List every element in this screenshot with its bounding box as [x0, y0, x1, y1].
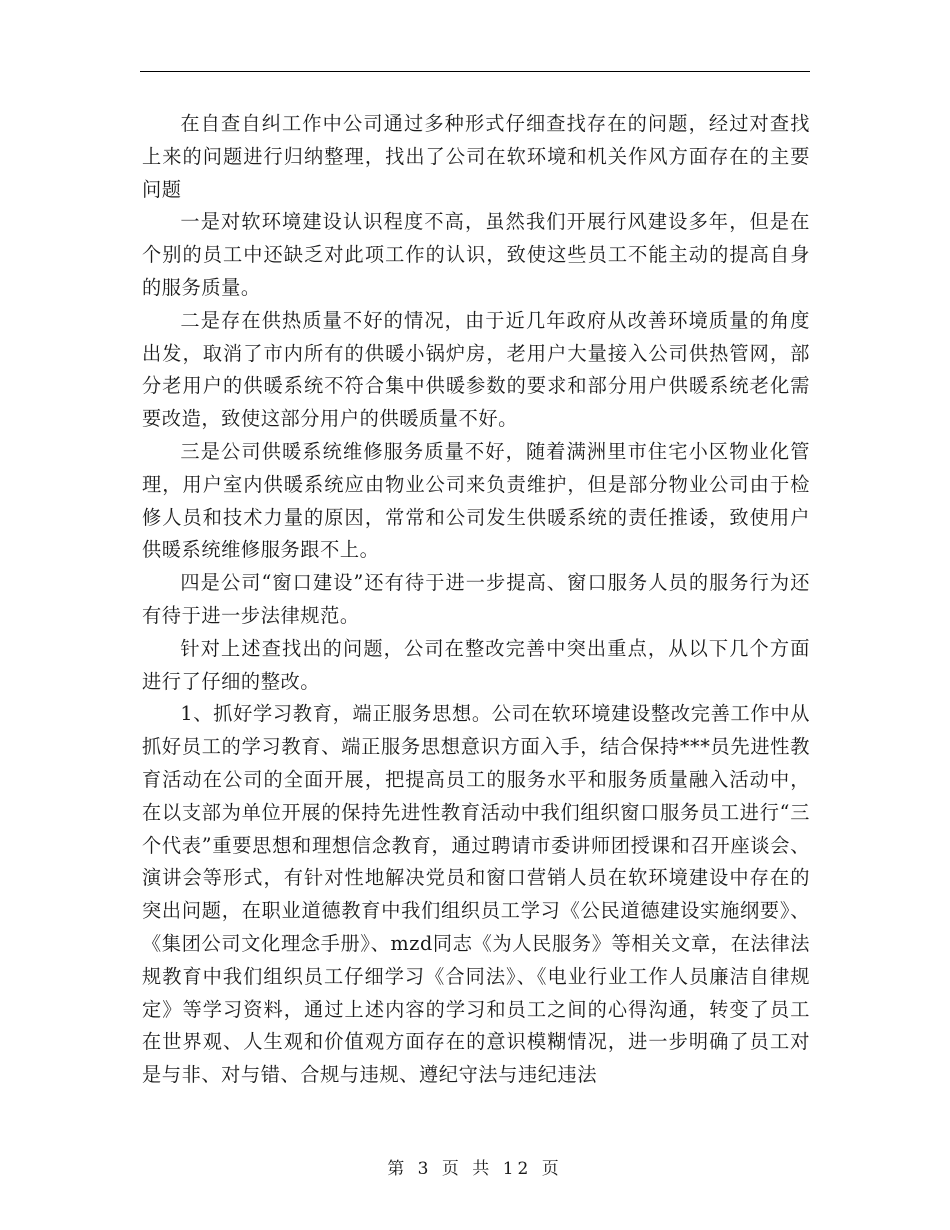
paragraph-issue-2: 二是存在供热质量不好的情况，由于近几年政府从改善环境质量的角度出发，取消了市内所有的供暖小锅炉房，老用户大量接入公司供热管网，部分老用户的供暖系统不符合集中供暖参数的要求和部分用户供暖系统老化需要改造，致使这部分用户的供暖质量不好。	[142, 308, 810, 431]
paragraph-rectification-intro: 针对上述查找出的问题，公司在整改完善中突出重点，从以下几个方面进行了仔细的整改。	[142, 636, 810, 693]
paragraph-issue-4: 四是公司“窗口建设”还有待于进一步提高、窗口服务人员的服务行为还有待于进一步法律规范。	[142, 571, 810, 627]
header-rule	[140, 71, 810, 72]
paragraph-issue-3: 三是公司供暖系统维修服务质量不好，随着满洲里市住宅小区物业化管理，用户室内供暖系统应由物业公司来负责维护，但是部分物业公司由于检修人员和技术力量的原因，常常和公司发生供暖系统的责任推诿，致使用户供暖系统维修服务跟不上。	[142, 439, 810, 562]
paragraph-issue-1: 一是对软环境建设认识程度不高，虽然我们开展行风建设多年，但是在个别的员工中还缺乏对此项工作的认识，致使这些员工不能主动的提高自身的服务质量。	[142, 210, 810, 299]
paragraph-measure-1: 1、抓好学习教育，端正服务思想。公司在软环境建设整改完善工作中从抓好员工的学习教育、端正服务思想意识方面入手，结合保持***员先进性教育活动在公司的全面开展，把提高员工的服务水平和服务质量融入活动中，在以支部为单位开展的保持先进性教育活动中我们组织窗口服务员工进行“三个代表”重要思想和理想信念教育，通过聘请市委讲师团授课和召开座谈会、演讲会等形式，有针对性地解决党员和窗口营销人员在软环境建设中存在的突出问题，在职业道德教育中我们组织员工学习《公民道德建设实施纲要》、《集团公司文化理念手册》、mzd同志《为人民服务》等相关文章，在法律法规教育中我们组织员工仔细学习《合同法》、《电业行业工作人员廉洁自律规定》等学习资料，通过上述内容的学习和员工之间的心得沟通，转变了员工在世界观、人生观和价值观方面存在的意识模糊情况，进一步明确了员工对是与非、对与错、合规与违规、遵纪守法与违纪违法	[142, 702, 810, 1087]
document-body	[142, 108, 810, 1092]
page-number-footer: 第 3 页 共 12 页	[387, 1159, 563, 1179]
paragraph-intro: 在自查自纠工作中公司通过多种形式仔细查找存在的问题，经过对查找上来的问题进行归纳整理，找出了公司在软环境和机关作风方面存在的主要问题	[142, 112, 810, 201]
